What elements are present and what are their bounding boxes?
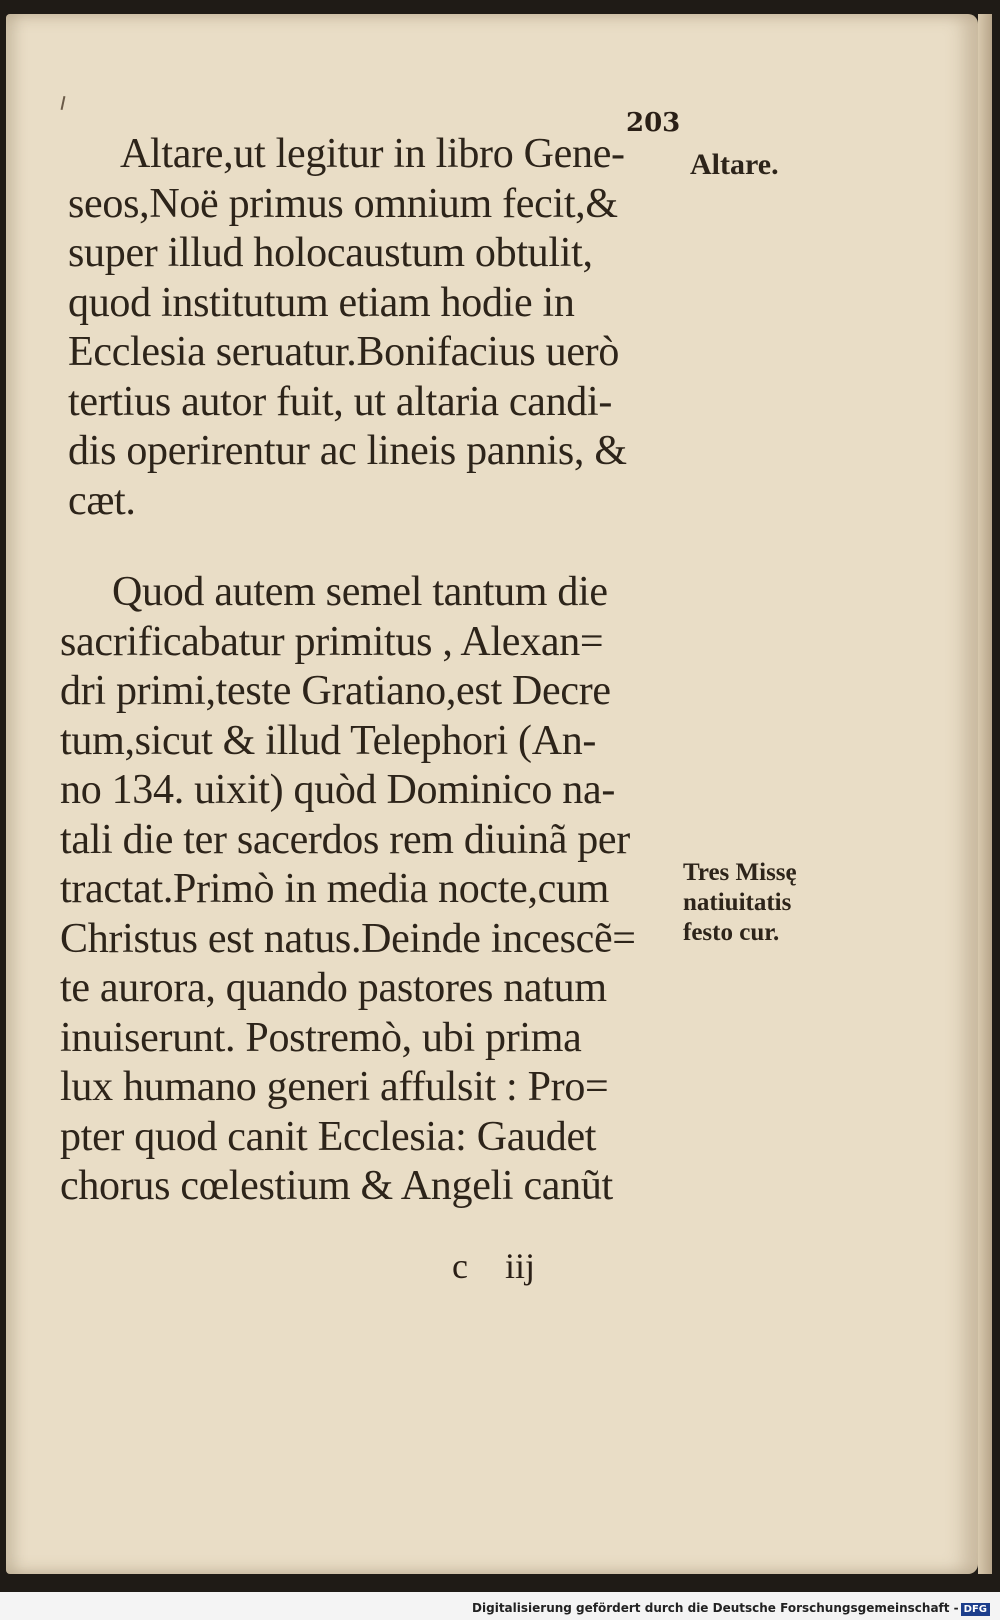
marginal-note-missae xyxy=(683,858,797,948)
text-line: Ecclesia seruatur.Bonifacius uerò xyxy=(68,329,620,375)
dfg-logo: DFG xyxy=(961,1603,990,1616)
page-number: 203 xyxy=(626,108,681,138)
text-line: cæt. xyxy=(68,477,136,524)
paragraph-missae xyxy=(60,568,680,1212)
text-line: Quod autem semel tantum die xyxy=(112,569,608,615)
text-line: lux humano generi affulsit : Pro= xyxy=(60,1064,609,1110)
footer-bar xyxy=(0,1592,1000,1620)
marginal-line: Tres Missę xyxy=(683,859,797,886)
text-line: tum,sicut & illud Telephori (An- xyxy=(60,717,597,764)
text-line: no 134. uixit) quòd Dominico na- xyxy=(60,767,616,813)
paragraph-altare xyxy=(68,130,688,526)
text-line: inuiserunt. Postremò, ubi prima xyxy=(60,1014,582,1061)
text-line: Christus est natus.Deinde incescẽ= xyxy=(60,915,636,962)
text-line: tali die ter sacerdos rem diuinã per xyxy=(60,816,630,863)
text-line: super illud holocaustum obtulit, xyxy=(68,230,593,276)
text-line: chorus cœlestium & Angeli canũt xyxy=(60,1163,613,1209)
signature-mark: c iij xyxy=(452,1246,535,1286)
footer-credit xyxy=(472,1601,990,1616)
marginal-line: festo cur. xyxy=(683,919,780,946)
text-line: seos,Noë primus omnium fecit,& xyxy=(68,180,618,227)
text-line: quod institutum etiam hodie in xyxy=(68,279,575,326)
text-line: tertius autor fuit, ut altaria candi- xyxy=(68,378,613,425)
text-line: dis operirentur ac lineis pannis, & xyxy=(68,428,627,474)
text-line: dri primi,teste Gratiano,est Decre xyxy=(60,668,611,714)
text-line: tractat.Primò in media nocte,cum xyxy=(60,866,610,912)
footer-text: Digitalisierung gefördert durch die Deutsche Forschungsgemeinschaft - xyxy=(472,1601,959,1615)
text-line: pter quod canit Ecclesia: Gaudet xyxy=(60,1113,597,1160)
marginal-note-altare: Altare. xyxy=(690,148,779,181)
text-line: sacrificabatur primitus , Alexan= xyxy=(60,618,604,665)
text-line: Altare,ut legitur in libro Gene- xyxy=(120,131,625,177)
text-line: te aurora, quando pastores natum xyxy=(60,965,607,1011)
page-edge xyxy=(978,14,992,1574)
marginal-line: natiuitatis xyxy=(683,889,792,916)
